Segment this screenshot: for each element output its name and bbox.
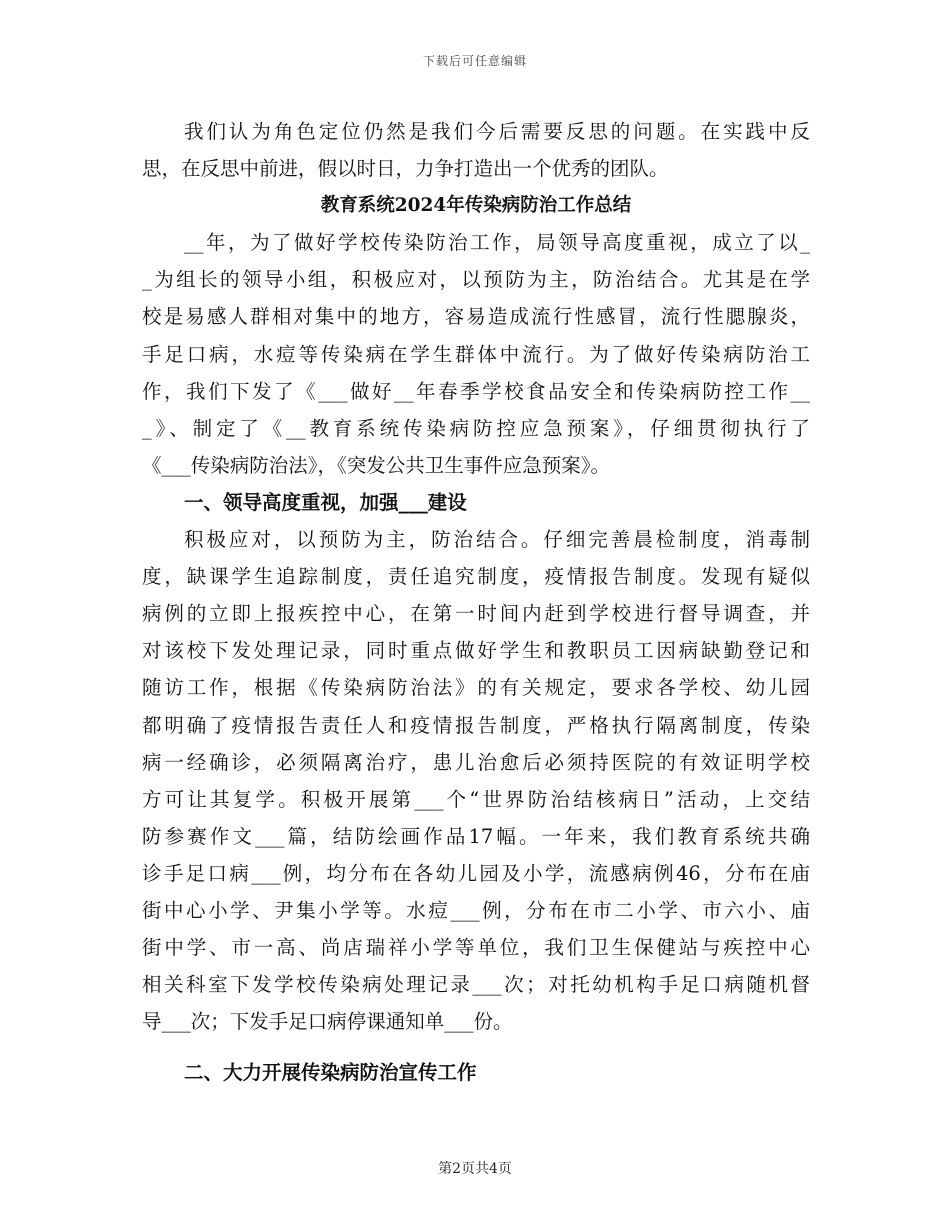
section-line: 防参赛作文___篇，结防绘画作品17幅。一年来，我们教育系统共确 bbox=[142, 824, 810, 848]
paragraph-line: _为组长的领导小组，积极应对，以预防为主，防治结合。尤其是在学 bbox=[142, 268, 810, 292]
section-line: 随访工作，根据《传染病防治法》的有关规定，要求各学校、幼儿园 bbox=[142, 676, 810, 700]
section-line: 诊手足口病___例，均分布在各幼儿园及小学，流感病例46，分布在庙 bbox=[142, 861, 810, 885]
section-line: 街中心小学、尹集小学等。水痘___例，分布在市二小学、市六小、庙 bbox=[142, 898, 810, 922]
paragraph-line: 作，我们下发了《___做好__年春季学校食品安全和传染病防控工作__ bbox=[142, 379, 810, 403]
intro-line: 我们认为角色定位仍然是我们今后需要反思的问题。在实践中反 bbox=[184, 120, 810, 143]
section-heading: 二、大力开展传染病防治宣传工作 bbox=[184, 1061, 477, 1085]
paragraph-line: 手足口病，水痘等传染病在学生群体中流行。为了做好传染病防治工 bbox=[142, 342, 810, 366]
section-line: 都明确了疫情报告责任人和疫情报告制度，严格执行隔离制度，传染 bbox=[142, 713, 810, 737]
section-line: 病例的立即上报疾控中心，在第一时间内赶到学校进行督导调查，并 bbox=[142, 602, 810, 626]
paragraph-line: 《___传染病防治法》，《突发公共卫生事件应急预案》。 bbox=[142, 453, 611, 477]
document-title: 教育系统2024年传染病防治工作总结 bbox=[320, 195, 632, 217]
section-line: 街中学、市一高、尚店瑞祥小学等单位，我们卫生保健站与疾控中心 bbox=[142, 936, 810, 960]
paragraph-line: __年，为了做好学校传染防治工作，局领导高度重视，成立了以_ bbox=[184, 231, 810, 255]
document-body bbox=[142, 113, 810, 1091]
section-line: 相关科室下发学校传染病处理记录___次；对托幼机构手足口病随机督 bbox=[142, 973, 810, 997]
section-line: 病一经确诊，必须隔离治疗，患儿治愈后必须持医院的有效证明学校 bbox=[142, 750, 810, 774]
section-heading: 一、领导高度重视，加强___建设 bbox=[184, 490, 467, 514]
page-footer: 第2页共4页 bbox=[438, 1161, 512, 1177]
page-header: 下载后可任意编辑 bbox=[422, 54, 527, 68]
intro-line: 思，在反思中前进，假以时日，力争打造出一个优秀的团队。 bbox=[142, 157, 669, 181]
section-line: 方可让其复学。积极开展第___个“世界防治结核病日”活动，上交结 bbox=[142, 787, 810, 811]
section-line: 导___次；下发手足口病停课通知单___份。 bbox=[142, 1010, 513, 1034]
section-line: 度，缺课学生追踪制度，责任追究制度，疫情报告制度。发现有疑似 bbox=[142, 565, 810, 589]
paragraph-line: 校是易感人群相对集中的地方，容易造成流行性感冒，流行性腮腺炎， bbox=[142, 305, 810, 329]
section-line: 积极应对，以预防为主，防治结合。仔细完善晨检制度，消毒制 bbox=[184, 528, 810, 552]
section-line: 对该校下发处理记录，同时重点做好学生和教职员工因病缺勤登记和 bbox=[142, 639, 810, 663]
paragraph-line: _》、制定了《__教育系统传染病防控应急预案》，仔细贯彻执行了 bbox=[142, 416, 810, 440]
